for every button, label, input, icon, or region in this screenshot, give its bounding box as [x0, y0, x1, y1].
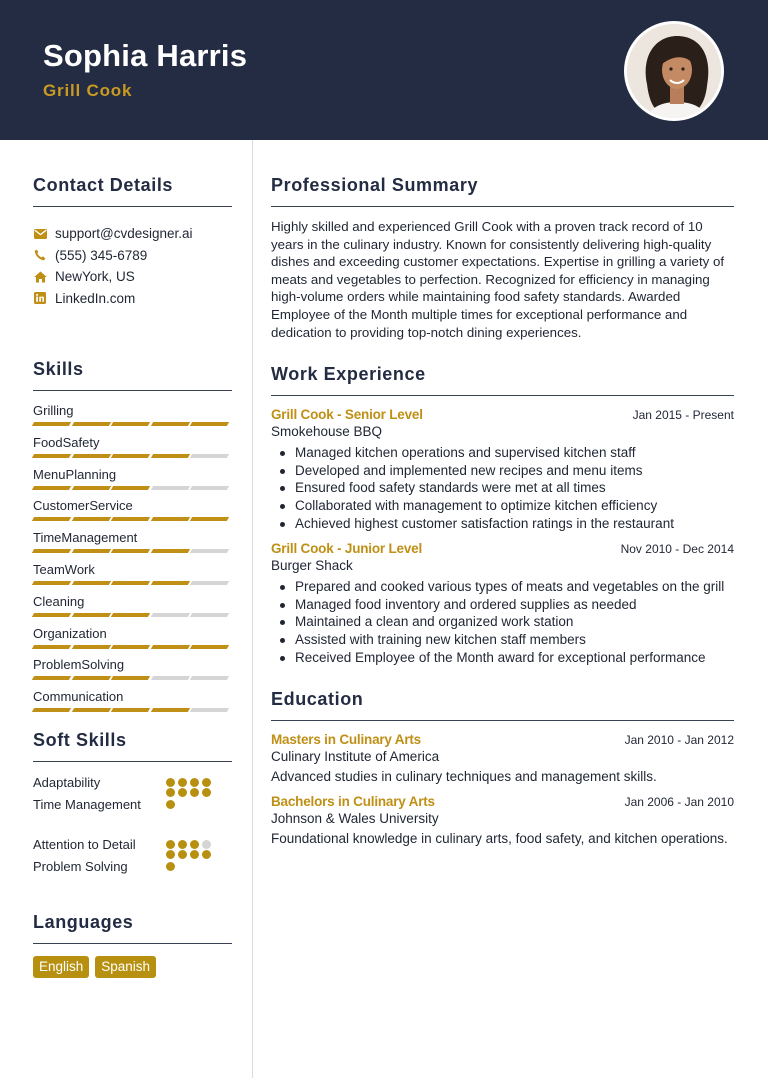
skill-level-bar [33, 613, 232, 617]
education-description: Advanced studies in culinary techniques and management skills. [271, 769, 657, 785]
skill-row [33, 467, 232, 499]
skill-level-segment [190, 549, 229, 553]
job-company: Smokehouse BBQ [271, 424, 383, 440]
soft-skill-dot [166, 850, 175, 859]
job-entry [271, 407, 734, 532]
skill-level-bar [33, 549, 232, 553]
education-school: Johnson & Wales University [271, 811, 439, 827]
contact-linkedin-text: LinkedIn.com [55, 290, 136, 306]
skill-level-segment [71, 517, 110, 521]
skill-level-segment [32, 613, 71, 617]
skill-label: TeamWork [33, 561, 95, 577]
skills-section [33, 359, 232, 721]
contact-item-linkedin[interactable] [33, 288, 232, 310]
candidate-name: Sophia Harris [43, 38, 248, 73]
job-bullet: Collaborated with management to optimize kitchen efficiency [271, 497, 734, 515]
job-bullet: Assisted with training new kitchen staff members [271, 631, 734, 649]
skill-level-segment [71, 486, 110, 490]
soft-skill-dot [178, 850, 187, 859]
envelope-icon [33, 227, 47, 241]
languages-list [33, 956, 232, 978]
skill-label: ProblemSolving [33, 657, 125, 673]
skill-level-bar [33, 517, 232, 521]
soft-skill-dot [190, 788, 199, 797]
linkedin-icon [33, 291, 47, 305]
soft-skills-list [33, 774, 232, 898]
job-bullet: Developed and implemented new recipes and menu items [271, 462, 734, 480]
job-company: Burger Shack [271, 558, 353, 574]
contact-list [33, 223, 232, 309]
job-bullet: Maintained a clean and organized work station [271, 613, 734, 631]
education-title: Education [271, 689, 734, 721]
skills-title: Skills [33, 359, 232, 391]
skill-level-segment [32, 454, 71, 458]
skill-level-segment [190, 708, 229, 712]
skill-level-segment [151, 517, 190, 521]
summary-section [271, 175, 734, 341]
contact-location-text: NewYork, US [55, 269, 135, 285]
job-date: Nov 2010 - Dec 2014 [620, 542, 734, 557]
skill-level-segment [111, 486, 150, 490]
skill-level-segment [71, 549, 110, 553]
contact-item-phone[interactable] [33, 245, 232, 267]
summary-title: Professional Summary [271, 175, 734, 207]
skill-level-segment [151, 676, 190, 680]
skill-level-segment [190, 676, 229, 680]
skill-level-segment [71, 581, 110, 585]
languages-title: Languages [33, 912, 232, 944]
skill-level-segment [71, 708, 110, 712]
skill-level-segment [151, 581, 190, 585]
skill-row [33, 435, 232, 467]
job-date: Jan 2015 - Present [632, 408, 734, 423]
soft-skill-dot [202, 778, 211, 787]
skill-level-segment [151, 422, 190, 426]
skill-level-segment [32, 549, 71, 553]
soft-skills-section [33, 730, 232, 898]
soft-skills-title: Soft Skills [33, 730, 232, 762]
soft-skill-dot [190, 850, 199, 859]
skill-level-segment [32, 517, 71, 521]
skill-row [33, 689, 232, 721]
skill-level-segment [151, 613, 190, 617]
resume-header [0, 0, 768, 140]
skill-level-segment [151, 549, 190, 553]
skill-label: MenuPlanning [33, 466, 117, 482]
skill-level-segment [71, 613, 110, 617]
job-entry [271, 541, 734, 666]
soft-skill-dot [178, 778, 187, 787]
skill-level-segment [190, 645, 229, 649]
soft-skill-dot [166, 800, 175, 809]
skill-level-bar [33, 581, 232, 585]
skill-level-segment [190, 422, 229, 426]
skill-row [33, 530, 232, 562]
skill-level-bar [33, 422, 232, 426]
soft-skill-rating [166, 788, 218, 809]
skill-label: TimeManagement [33, 530, 138, 546]
skill-label: Cleaning [33, 593, 85, 609]
job-bullet: Achieved highest customer satisfaction ratings in the restaurant [271, 515, 734, 533]
education-header [271, 732, 734, 747]
skill-level-bar [33, 486, 232, 490]
contact-phone-text: (555) 345-6789 [55, 247, 148, 263]
skill-level-bar [33, 645, 232, 649]
profile-photo-illustration [627, 24, 724, 121]
skill-level-segment [190, 486, 229, 490]
soft-skill-label: Attention to Detail [33, 836, 136, 852]
skill-level-segment [32, 486, 71, 490]
soft-skill-rating [166, 778, 218, 787]
soft-skill-dot [190, 840, 199, 849]
skill-level-segment [32, 422, 71, 426]
skill-level-segment [111, 422, 150, 426]
education-date: Jan 2010 - Jan 2012 [624, 733, 734, 748]
skill-level-bar [33, 708, 232, 712]
skill-level-segment [32, 581, 71, 585]
skills-list [33, 403, 232, 721]
experience-title: Work Experience [271, 364, 734, 396]
job-bullet: Received Employee of the Month award for exceptional performance [271, 649, 734, 667]
skill-label: Grilling [33, 403, 74, 418]
job-title: Grill Cook - Junior Level [271, 541, 423, 557]
job-bullet: Prepared and cooked various types of meats and vegetables on the grill [271, 578, 734, 596]
job-title: Grill Cook - Senior Level [271, 407, 423, 423]
soft-skill-dot [202, 850, 211, 859]
column-divider [252, 140, 253, 1078]
education-section [271, 689, 734, 846]
soft-skill-label: Adaptability [33, 774, 101, 790]
skill-level-segment [190, 454, 229, 458]
skill-row [33, 562, 232, 594]
education-degree: Bachelors in Culinary Arts [271, 794, 435, 810]
skill-row [33, 657, 232, 689]
languages-section [33, 912, 232, 978]
soft-skill-dot [178, 788, 187, 797]
contact-item-email[interactable] [33, 223, 232, 245]
job-bullet: Managed food inventory and ordered supplies as needed [271, 596, 734, 614]
language-badge: English [33, 956, 89, 978]
skill-level-segment [111, 454, 150, 458]
education-degree: Masters in Culinary Arts [271, 732, 421, 748]
education-description: Foundational knowledge in culinary arts, food safety, and kitchen operations. [271, 831, 728, 847]
skill-row [33, 403, 232, 435]
soft-skill-dot [178, 840, 187, 849]
experience-section [271, 364, 734, 666]
candidate-role: Grill Cook [43, 81, 133, 100]
job-bullet: Managed kitchen operations and supervised kitchen staff [271, 444, 734, 462]
skill-level-segment [32, 708, 71, 712]
skill-level-segment [190, 581, 229, 585]
skill-level-segment [111, 645, 150, 649]
soft-skill-dot [166, 840, 175, 849]
skill-level-segment [71, 645, 110, 649]
profile-photo [624, 21, 724, 121]
skill-level-segment [151, 454, 190, 458]
soft-skill-rating [166, 840, 218, 849]
education-header [271, 794, 734, 809]
soft-skill-dot [202, 788, 211, 797]
left-column [33, 140, 232, 978]
job-bullets [271, 444, 734, 532]
job-bullets [271, 578, 734, 666]
skill-level-segment [111, 676, 150, 680]
summary-text: Highly skilled and experienced Grill Cook with a proven track record of 10 years in the culinary industry. Known for consistently delivering high-quality dishes and exceeding customer expectations. Expertise in grilling a variety of meats and vegetables to perfection. Recognized for efficiency in managing high-volume orders while maintaining food safety standards. Awarded Employee of the Month multiple times for exceptional performance and dedication to providing top-notch dining experiences. [271, 219, 725, 340]
skill-level-segment [151, 486, 190, 490]
education-entry [271, 732, 734, 784]
skill-level-segment [151, 708, 190, 712]
soft-skill-dot [202, 840, 211, 849]
skill-level-segment [190, 613, 229, 617]
skill-level-segment [71, 422, 110, 426]
skill-label: FoodSafety [33, 434, 100, 450]
soft-skill-row [33, 796, 232, 836]
skill-level-segment [32, 676, 71, 680]
skill-level-segment [111, 517, 150, 521]
skill-label: Organization [33, 625, 107, 641]
skill-level-segment [111, 581, 150, 585]
skill-level-segment [71, 676, 110, 680]
soft-skill-dot [190, 778, 199, 787]
education-school: Culinary Institute of America [271, 749, 440, 765]
contact-item-location [33, 266, 232, 288]
job-header [271, 541, 734, 556]
phone-icon [33, 248, 47, 262]
skill-label: CustomerService [33, 498, 133, 514]
job-header [271, 407, 734, 422]
skill-row [33, 626, 232, 658]
skill-level-segment [151, 645, 190, 649]
job-bullet: Ensured food safety standards were met at all times [271, 479, 734, 497]
language-badge: Spanish [95, 956, 156, 978]
education-entry [271, 794, 734, 846]
soft-skill-dot [166, 862, 175, 871]
contact-title: Contact Details [33, 175, 232, 207]
right-column [271, 140, 734, 846]
home-icon [33, 270, 47, 284]
skill-row [33, 594, 232, 626]
soft-skill-rating [166, 850, 218, 871]
skill-level-segment [71, 454, 110, 458]
soft-skill-label: Problem Solving [33, 858, 128, 874]
contact-section [33, 175, 232, 309]
soft-skill-dot [166, 788, 175, 797]
education-date: Jan 2006 - Jan 2010 [624, 795, 734, 810]
skill-level-bar [33, 676, 232, 680]
skill-level-segment [111, 613, 150, 617]
skill-level-bar [33, 454, 232, 458]
soft-skill-row [33, 858, 232, 898]
skill-label: Communication [33, 689, 124, 705]
skill-level-segment [190, 517, 229, 521]
skill-row [33, 498, 232, 530]
skill-level-segment [32, 645, 71, 649]
soft-skill-label: Time Management [33, 796, 141, 812]
contact-email-text: support@cvdesigner.ai [55, 226, 193, 242]
skill-level-segment [111, 549, 150, 553]
soft-skill-dot [166, 778, 175, 787]
skill-level-segment [111, 708, 150, 712]
